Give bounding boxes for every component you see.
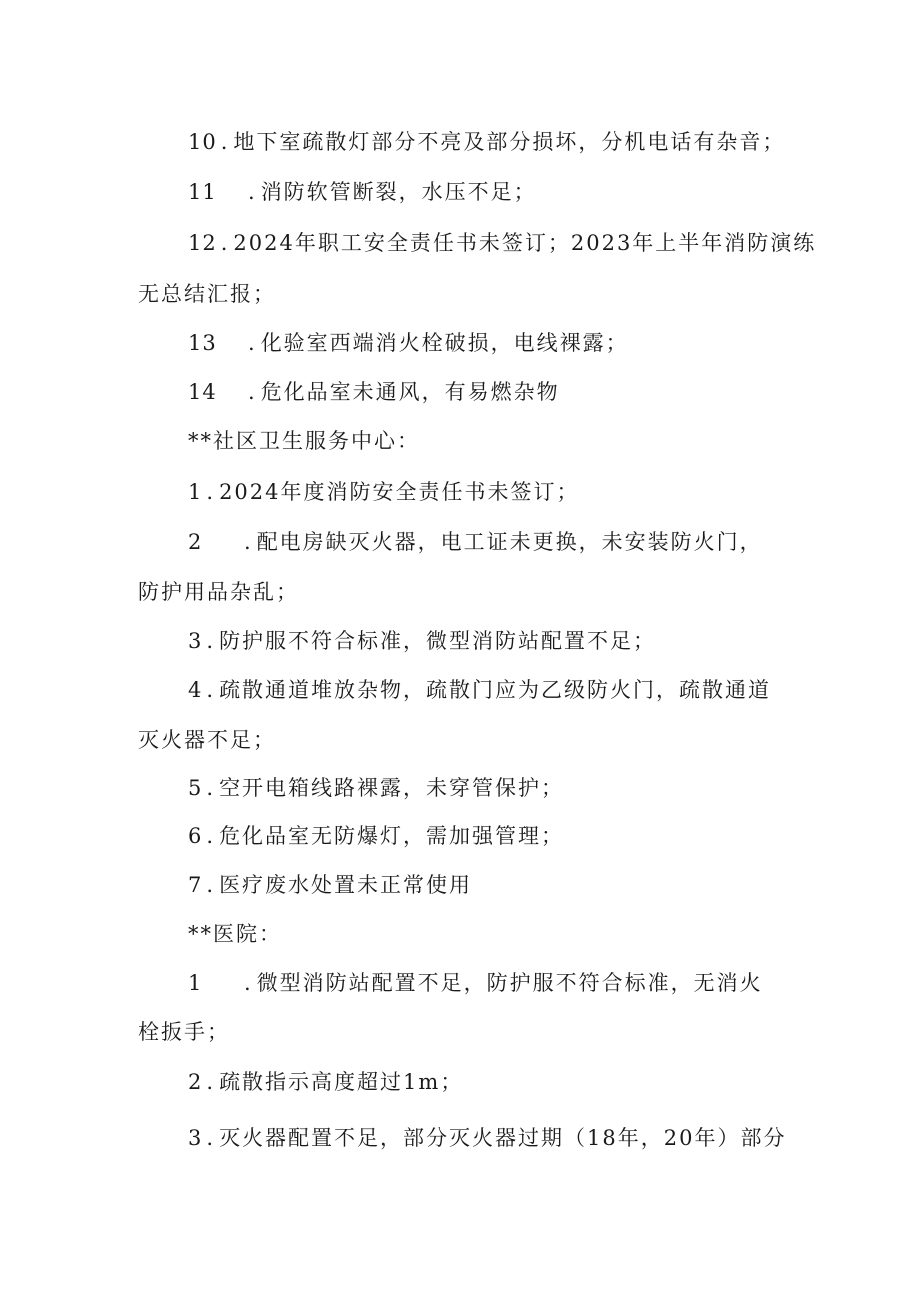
list-item: [188, 627, 656, 655]
item-separator: .: [248, 331, 257, 355]
item-text: 化验室西端消火栓破损，电线裸露；: [260, 331, 629, 355]
section-heading: **医院：: [188, 922, 282, 946]
item-number: 3: [188, 1126, 203, 1150]
item-number: 1: [188, 971, 203, 995]
item-separator: .: [206, 629, 216, 653]
item-separator: .: [206, 1126, 216, 1150]
list-item-continuation: 栓扳手；: [138, 1020, 230, 1044]
item-text: 消防软管断裂，水压不足；: [260, 180, 537, 204]
item-number: 5: [188, 776, 203, 800]
item-text: 危化品室未通风，有易燃杂物: [260, 380, 560, 404]
item-separator: .: [206, 480, 216, 504]
section-heading: **社区卫生服务中心：: [188, 429, 420, 453]
list-item: [188, 774, 564, 802]
item-number: 2: [188, 530, 203, 554]
item-number: 3: [188, 629, 203, 653]
list-item: [188, 1124, 787, 1152]
list-item: [188, 478, 580, 506]
item-number: 13: [188, 331, 217, 355]
item-number: 10: [188, 130, 217, 154]
list-item: [188, 329, 629, 357]
list-item-continuation: 灭火器不足；: [138, 728, 276, 752]
item-number: 7: [188, 873, 203, 897]
list-item: [188, 229, 816, 257]
item-number: 11: [188, 180, 217, 204]
list-item: [188, 378, 560, 406]
item-separator: .: [248, 180, 257, 204]
list-item-continuation: 防护用品杂乱；: [138, 580, 299, 604]
list-item: [188, 871, 472, 899]
item-number: 1: [188, 480, 203, 504]
list-item: [188, 528, 763, 556]
item-separator: .: [206, 824, 216, 848]
list-item: [188, 178, 537, 206]
list-item: [188, 822, 564, 850]
item-separator: .: [220, 231, 230, 255]
item-separator: .: [206, 678, 216, 702]
item-text: 灭火器配置不足，部分灭火器过期（18年，20年）部分: [219, 1126, 787, 1150]
item-text: 配电房缺灭火器，电工证未更换，未安装防火门，: [256, 530, 763, 554]
item-separator: .: [220, 130, 230, 154]
item-text: 2024年职工安全责任书未签订；2023年上半年消防演练: [233, 231, 817, 255]
item-separator: .: [244, 530, 253, 554]
item-separator: .: [206, 1070, 216, 1094]
list-item: [188, 969, 763, 997]
item-separator: .: [248, 380, 257, 404]
list-item: [188, 128, 785, 156]
item-text: 疏散通道堆放杂物，疏散门应为乙级防火门，疏散通道: [219, 678, 772, 702]
item-text: 空开电箱线路裸露，未穿管保护；: [219, 776, 565, 800]
item-number: 6: [188, 824, 203, 848]
item-text: 2024年度消防安全责任书未签订；: [219, 480, 580, 504]
item-text: 危化品室无防爆灯，需加强管理；: [219, 824, 565, 848]
item-separator: .: [206, 873, 216, 897]
item-text: 医疗废水处置未正常使用: [219, 873, 473, 897]
list-item-continuation: 无总结汇报；: [138, 282, 276, 306]
list-item: [188, 1068, 463, 1096]
item-text: 微型消防站配置不足，防护服不符合标准，无消火: [256, 971, 763, 995]
item-separator: .: [206, 776, 216, 800]
item-number: 4: [188, 678, 203, 702]
list-item: [188, 676, 771, 704]
item-number: 2: [188, 1070, 203, 1094]
item-separator: .: [244, 971, 253, 995]
item-text: 疏散指示高度超过1m；: [219, 1070, 464, 1094]
item-text: 地下室疏散灯部分不亮及部分损坏，分机电话有杂音；: [233, 130, 786, 154]
item-text: 防护服不符合标准，微型消防站配置不足；: [219, 629, 657, 653]
item-number: 14: [188, 380, 217, 404]
item-number: 12: [188, 231, 217, 255]
